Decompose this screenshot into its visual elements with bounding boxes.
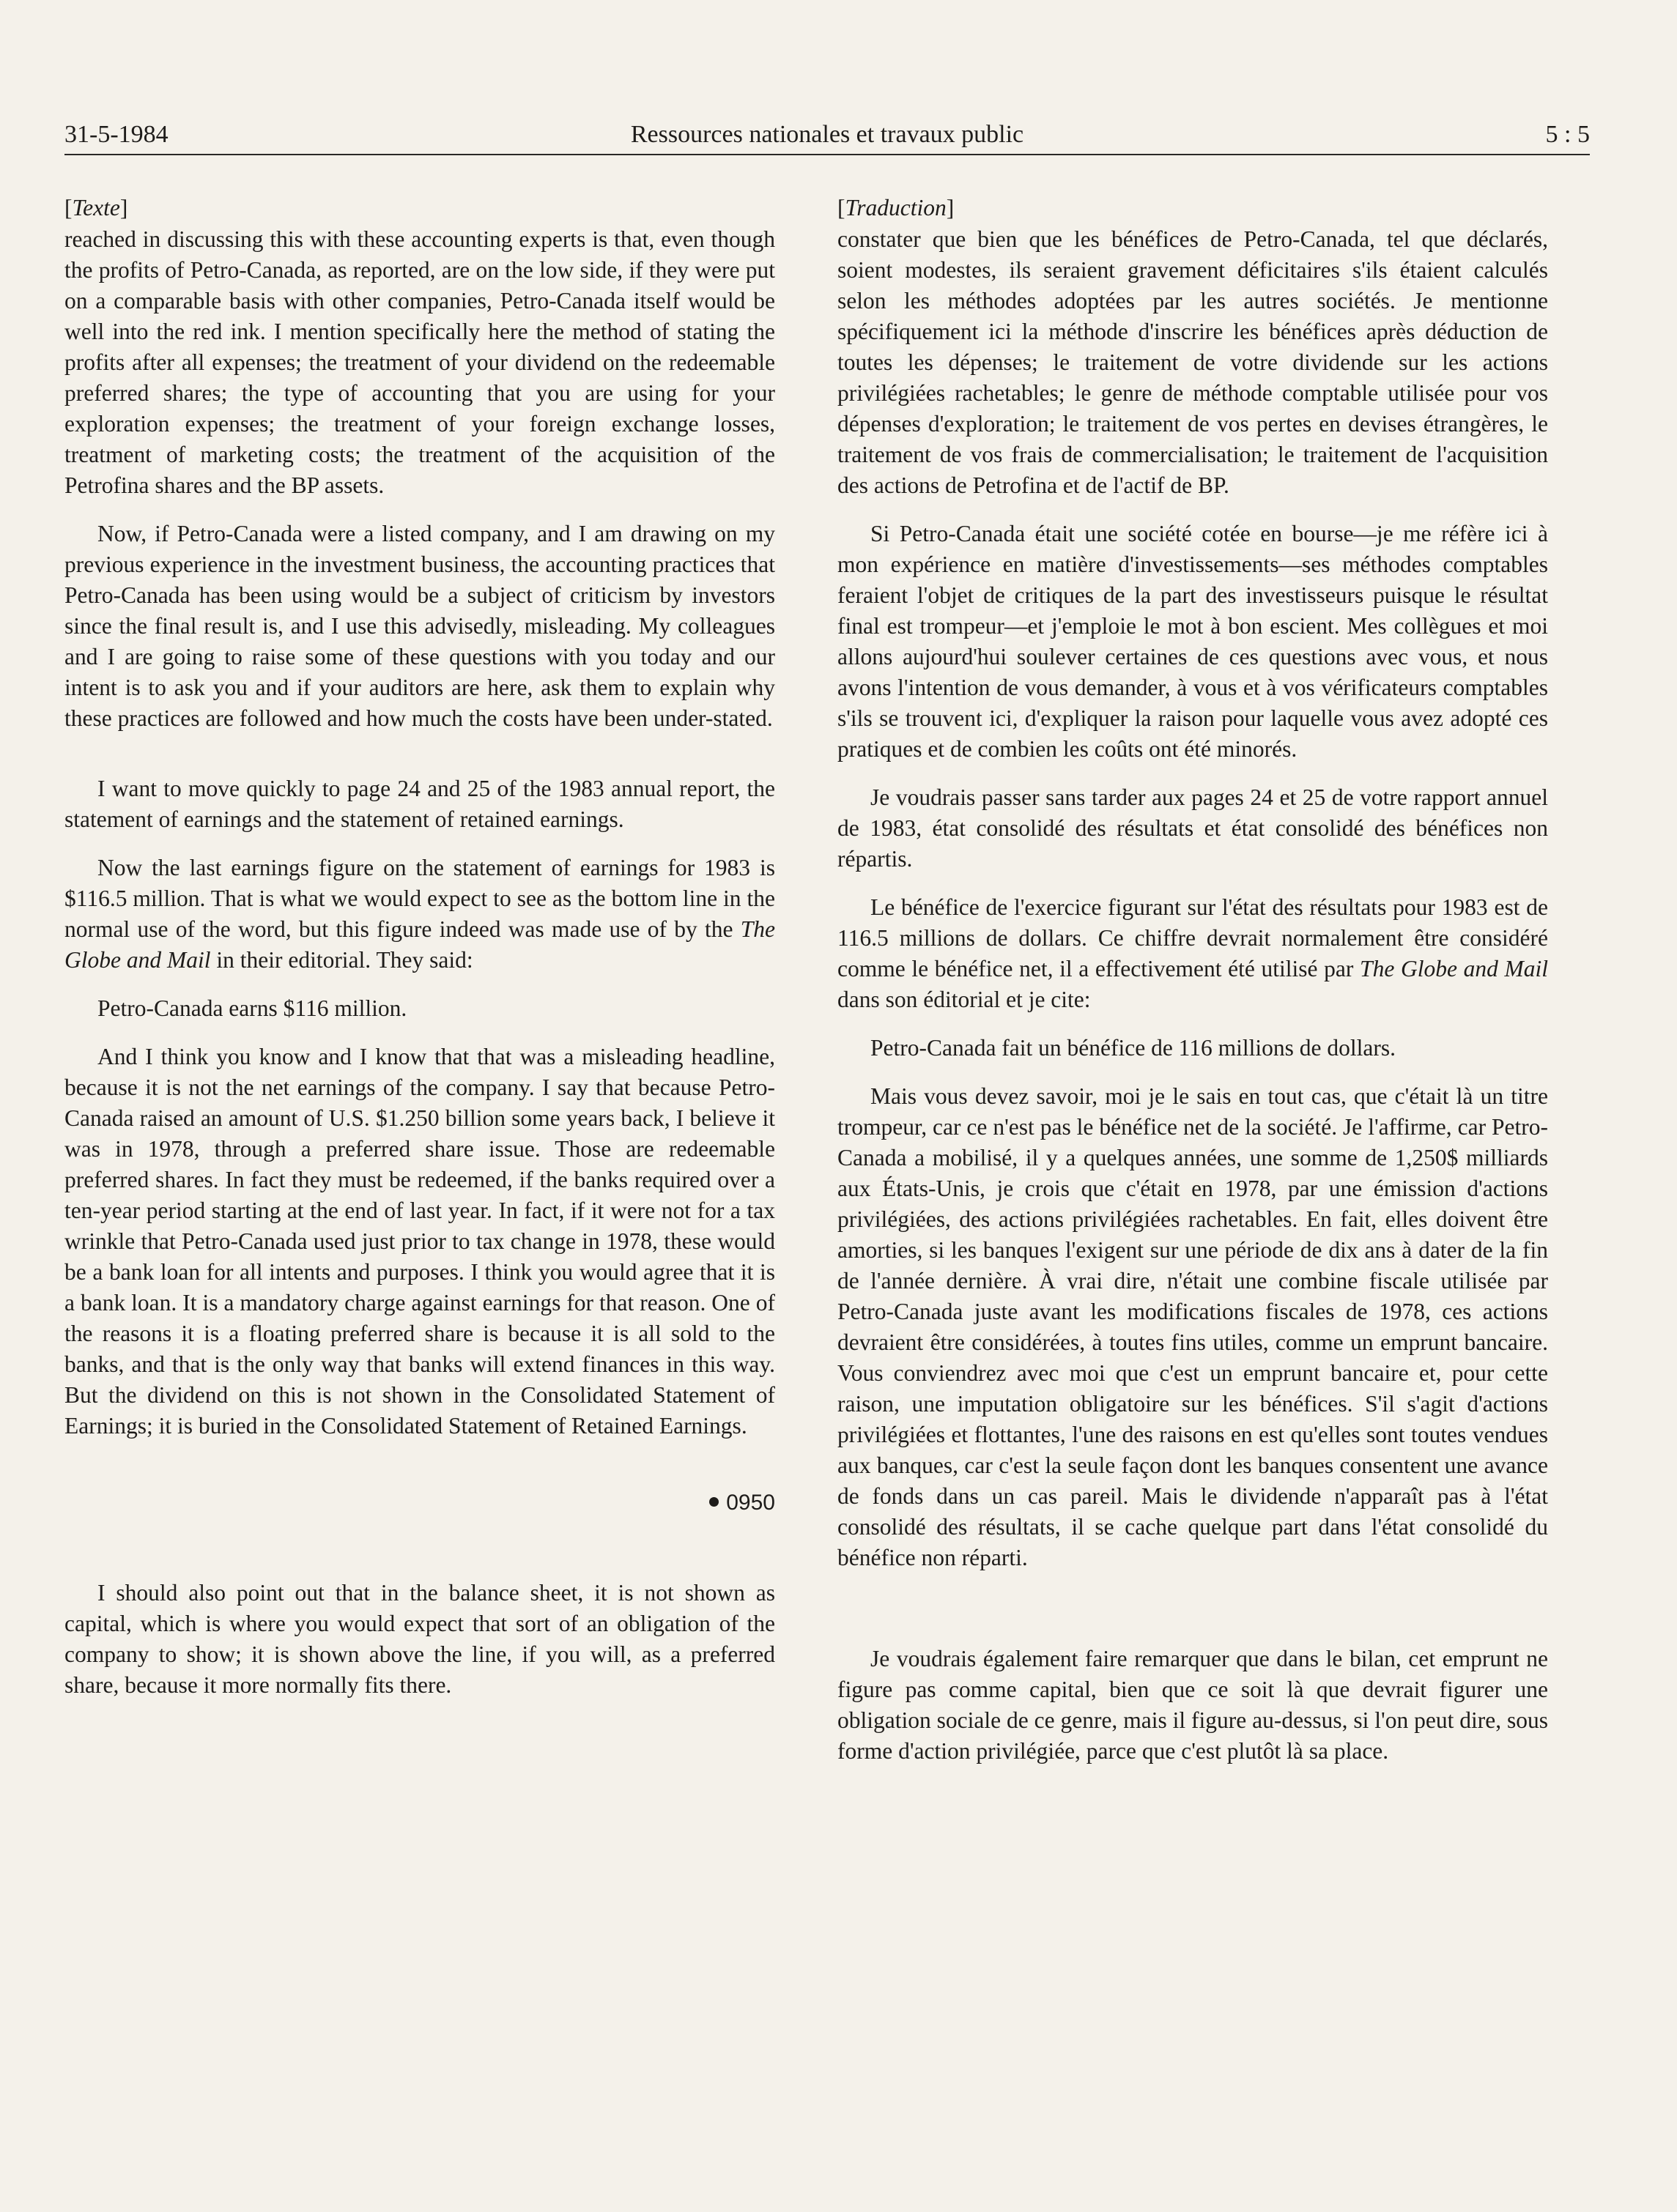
header-title: Ressources nationales et travaux public <box>630 121 1024 148</box>
french-p4-end: dans son éditorial et je cite: <box>837 987 1091 1012</box>
french-paragraph-6: Je voudrais également faire remarquer que dans le bilan, cet emprunt ne figure pas comme capital, bien que ce soit là que devrait figurer une obligation sociale de ce genre, mais il figure au-dessus, si l'on peut dire, sous forme d'action privilégiée, parce que c'est plutôt là sa place. <box>837 1646 1548 1764</box>
english-p4-end: in their editorial. They said: <box>210 947 473 973</box>
english-column-label: [Texte] <box>64 195 128 220</box>
page-header <box>64 117 1590 155</box>
french-p4-start: Le bénéfice de l'exercice figurant sur l'état des résultats pour 1983 est de 116.5 millions de dollars. Ce chiffre devrait normalement être considéré comme le bénéfice net, il a effectivement été utilisé par <box>837 894 1548 981</box>
english-paragraph-3: I want to move quickly to page 24 and 25 of the 1983 annual report, the statement of earnings and the statement of retained earnings. <box>64 776 775 832</box>
header-page-number: 5 : 5 <box>1545 121 1590 148</box>
english-paragraph-6: I should also point out that in the balance sheet, it is not shown as capital, which is where you would expect that sort of an obligation of the company to show; it is shown above the line, if you will, as a preferred share, because it more normally fits there. <box>64 1580 775 1698</box>
french-column <box>837 192 1548 1784</box>
time-marker <box>64 1487 775 1519</box>
french-label-word: Traduction <box>845 195 947 220</box>
french-paragraph-5: Mais vous devez savoir, moi je le sais en tout cas, que c'était là un titre trompeur, car ce n'est pas le bénéfice net de la société. Je l'affirme, car Petro-Canada a mobilisé, il y a quelques années, une somme de 1,250$ milliards aux États-Unis, je crois que c'était en 1978, par une émission d'actions privilégiées, des actions privilégiées rachetables. En fait, elles doivent être amorties, si les banques l'exigent sur une période de dix ans à dater de la fin de l'année dernière. À vrai dire, n'était une combine fiscale utilisée par Petro-Canada juste avant les modifications fiscales de 1978, ces actions devraient être considérées, à toutes fins utiles, comme un emprunt bancaire. Vous conviendrez avec moi que c'est un emprunt bancaire et, pour cette raison, une imputation obligatoire sur les bénéfices. S'il s'agit d'actions privilégiées et flottantes, l'une des raisons en est qu'elles sont toutes vendues aux banques, car c'est la seule façon dont les banques consentent une avance de fonds dans un cas pareil. Mais le dividende n'apparaît pas à l'état consolidé des résultats, il se cache quelque part dans l'état consolidé du bénéfice non réparti. <box>837 1083 1548 1570</box>
french-quote: Petro-Canada fait un bénéfice de 116 millions de dollars. <box>870 1035 1396 1061</box>
english-quote: Petro-Canada earns $116 million. <box>97 995 407 1021</box>
english-paragraph-5: And I think you know and I know that that was a misleading headline, because it is not the net earnings of the company. I say that because Petro-Canada raised an amount of U.S. $1.250 billion some years back, I believe it was in 1978, through a preferred share issue. Those are redeemable preferred shares. In fact they must be redeemed, if the banks required over a ten-year period starting at the end of last year. In fact, if it were not for a tax wrinkle that Petro-Canada used just prior to tax change in 1978, these would be a bank loan for all intents and purposes. I think you would agree that it is a bank loan. It is a mandatory charge against earnings for that reason. One of the reasons it is a floating preferred share is because it is all sold to the banks, and that is the only way that banks will extend finances in this way. But the dividend on this is not shown in the Consolidated Statement of Earnings; it is buried in the Consolidated Statement of Retained Earnings. <box>64 1044 775 1439</box>
english-paragraph-2: Now, if Petro-Canada were a listed company, and I am drawing on my previous experience in the investment business, the accounting practices that Petro-Canada has been using would be a subject of criticism by investors since the final result is, and I use this advisedly, misleading. My colleagues and I are going to raise some of these questions with you today and our intent is to ask you and if your auditors are here, ask them to explain why these practices are followed and how much the costs have been under-stated. <box>64 521 775 731</box>
header-date: 31-5-1984 <box>64 121 169 148</box>
english-p4-newspaper: The Globe and Mail <box>64 916 775 973</box>
english-paragraph-1: reached in discussing this with these accounting experts is that, even though the profits of Petro-Canada, as reported, are on the low side, if they were put on a comparable basis with other companies, Petro-Canada itself would be well into the red ink. I mention specifically here the method of stating the profits after all expenses; the treatment of your dividend on the redeemable preferred shares; the type of accounting that you are using for your exploration expenses; the treatment of your foreign exchange losses, treatment of marketing costs; the treatment of the acquisition of the Petrofina shares and the BP assets. <box>64 226 775 498</box>
english-paragraph-4 <box>64 853 775 976</box>
french-paragraph-4 <box>837 892 1548 1015</box>
bullet-dot-icon <box>709 1497 719 1507</box>
french-paragraph-2: Si Petro-Canada était une société cotée en bourse—je me réfère ici à mon expérience en matière d'investissements—ses méthodes comptables feraient l'objet de critiques de la part des investisseurs puisque le résultat final est trompeur—et j'emploie le mot à bon escient. Mes collègues et moi allons aujourd'hui soulever certaines de ces questions avec vous, et nous avons l'intention de vous demander, à vous et à vos vérificateurs comptables s'ils se trouvent ici, d'expliquer la raison pour laquelle vous avez adopté ces pratiques et de combien les coûts ont été minorés. <box>837 521 1548 762</box>
english-column <box>64 192 775 1718</box>
time-marker-value: 0950 <box>726 1491 775 1515</box>
french-column-label: [Traduction] <box>837 195 955 220</box>
french-p4-newspaper: The Globe and Mail <box>1360 956 1548 981</box>
french-paragraph-3: Je voudrais passer sans tarder aux pages 24 et 25 de votre rapport annuel de 1983, état consolidé des résultats et état consolidé des bénéfices non répartis. <box>837 784 1548 872</box>
english-label-word: Texte <box>72 195 120 220</box>
french-paragraph-1: constater que bien que les bénéfices de Petro-Canada, tel que déclarés, soient modestes, ils seraient gravement déficitaires s'ils étaient calculés selon les méthodes adoptées par les autres sociétés. Je mentionne spécifiquement ici la méthode d'inscrire les bénéfices après déduction de toutes les dépenses; le traitement de votre dividende sur les actions privilégiées rachetables; le genre de méthode comptable utilisée pour vos dépenses d'exploration; le traitement de vos pertes en devises étrangères, le traitement de vos frais de commercialisation; le traitement de l'acquisition des actions de Petrofina et de l'actif de BP. <box>837 226 1548 498</box>
english-p4-start: Now the last earnings figure on the statement of earnings for 1983 is $116.5 million. That is what we would expect to see as the bottom line in the normal use of the word, but this figure indeed was made use of by the <box>64 855 775 942</box>
